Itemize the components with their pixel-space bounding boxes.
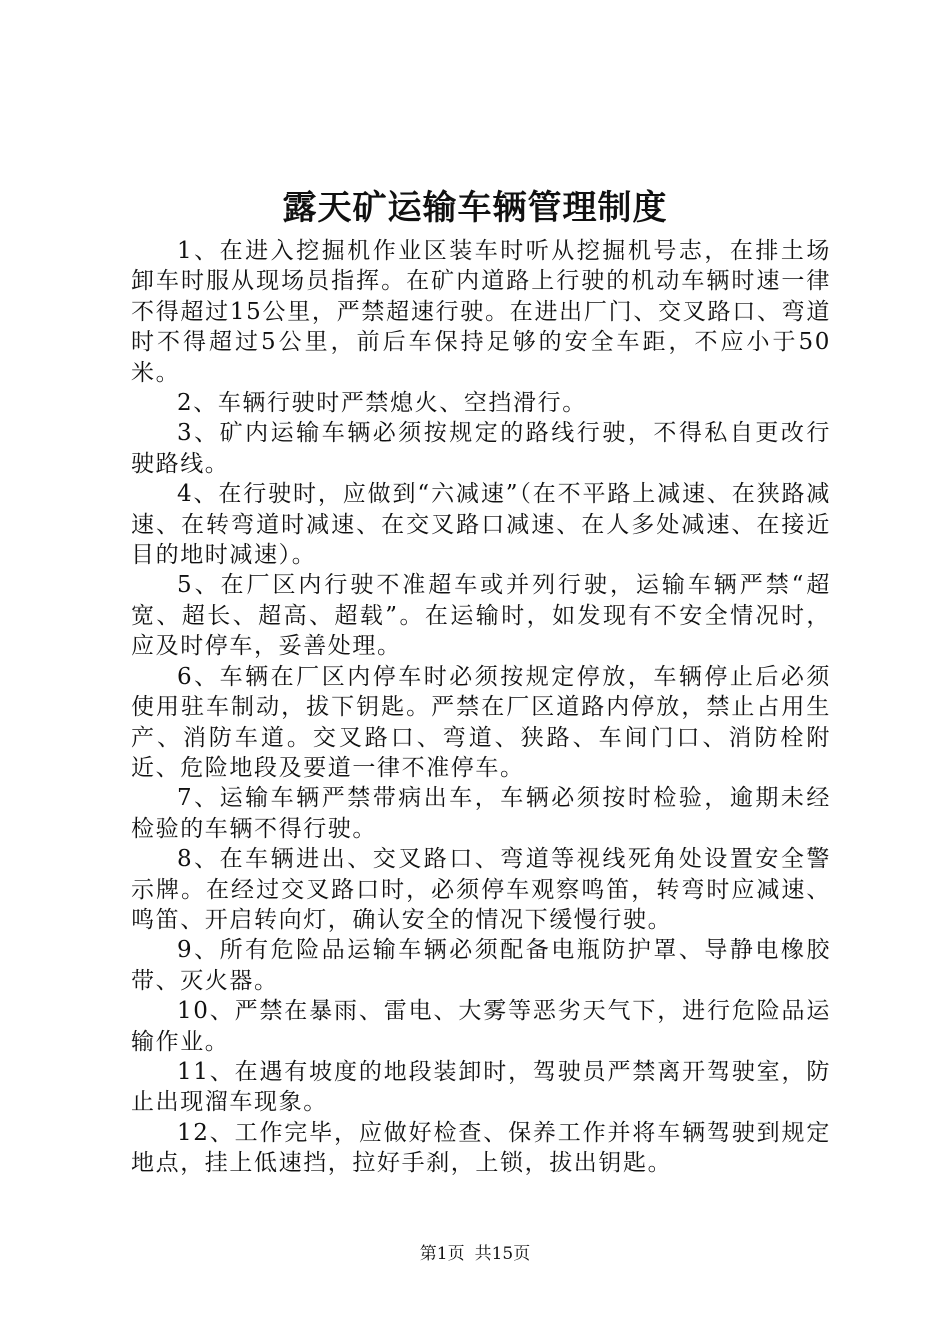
paragraph-7: 7、运输车辆严禁带病出车，车辆必须按时检验，逾期未经检验的车辆不得行驶。	[131, 785, 831, 842]
paragraph-9: 9、所有危险品运输车辆必须配备电瓶防护罩、导静电橡胶带、灭火器。	[131, 937, 831, 994]
paragraph-6: 6、车辆在厂区内停车时必须按规定停放，车辆停止后必须使用驻车制动，拔下钥匙。严禁在厂区道路内停放，禁止占用生产、消防车道。交叉路口、弯道、狭路、车间门口、消防栓附近、危险地段及要道一律不准停车。	[131, 663, 831, 781]
paragraph-12: 12、工作完毕，应做好检查、保养工作并将车辆驾驶到规定地点，挂上低速挡，拉好手刹，上锁，拔出钥匙。	[131, 1119, 831, 1177]
page-total: 共15页	[474, 1244, 531, 1264]
paragraph-5: 5、在厂区内行驶不准超车或并列行驶，运输车辆严禁“超宽、超长、超高、超载”。在运输时，如发现有不安全情况时，应及时停车，妥善处理。	[131, 572, 831, 660]
document-title: 露天矿运输车辆管理制度	[282, 188, 668, 228]
paragraph-2: 2、车辆行驶时严禁熄火、空挡滑行。	[177, 390, 587, 417]
paragraph-11: 11、在遇有坡度的地段装卸时，驾驶员严禁离开驾驶室，防止出现溜车现象。	[131, 1058, 831, 1116]
paragraph-3: 3、矿内运输车辆必须按规定的路线行驶，不得私自更改行驶路线。	[131, 420, 831, 477]
document-body	[131, 236, 831, 1179]
page-footer	[0, 1242, 950, 1266]
paragraph-1: 1、在进入挖掘机作业区装车时听从挖掘机号志，在排土场卸车时服从现场员指挥。在矿内道路上行驶的机动车辆时速一律不得超过15公里，严禁超速行驶。在进出厂门、交叉路口、弯道时不得超过5公里，前后车保持足够的安全车距，不应小于50米。	[131, 238, 831, 386]
paragraph-4: 4、在行驶时，应做到“六减速”（在不平路上减速、在狭路减速、在转弯道时减速、在交叉路口减速、在人多处减速、在接近目的地时减速）。	[131, 481, 831, 569]
page-number: 第1页	[419, 1244, 465, 1264]
paragraph-10: 10、严禁在暴雨、雷电、大雾等恶劣天气下，进行危险品运输作业。	[131, 998, 831, 1055]
paragraph-8: 8、在车辆进出、交叉路口、弯道等视线死角处设置安全警示牌。在经过交叉路口时，必须停车观察鸣笛，转弯时应减速、鸣笛、开启转向灯，确认安全的情况下缓慢行驶。	[131, 846, 831, 933]
